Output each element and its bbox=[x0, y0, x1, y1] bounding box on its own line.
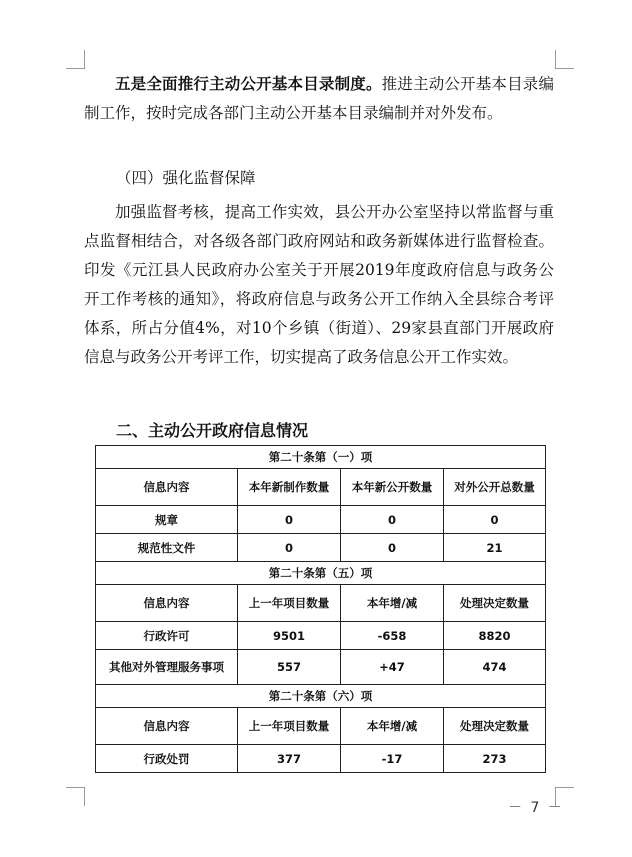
crop-mark-bottom-left bbox=[66, 787, 85, 806]
column-header: 信息内容 bbox=[96, 585, 238, 622]
table-row bbox=[96, 506, 546, 534]
table-cell: 273 bbox=[444, 745, 546, 773]
table-row bbox=[96, 650, 546, 685]
table-cell: 0 bbox=[238, 506, 341, 534]
column-header: 本年新公开数量 bbox=[341, 469, 444, 506]
table-cell: 其他对外管理服务事项 bbox=[96, 650, 238, 685]
table-row bbox=[96, 534, 546, 562]
table-cell: 9501 bbox=[238, 622, 341, 650]
table-row bbox=[96, 622, 546, 650]
table-cell: 377 bbox=[238, 745, 341, 773]
column-header: 本年增/减 bbox=[341, 708, 444, 745]
column-header: 对外公开总数量 bbox=[444, 469, 546, 506]
table-section-title-row bbox=[96, 562, 546, 585]
column-header: 上一年项目数量 bbox=[238, 708, 341, 745]
table-cell: 557 bbox=[238, 650, 341, 685]
table-cell: 0 bbox=[444, 506, 546, 534]
page-number: － 7 － bbox=[508, 800, 564, 816]
column-header: 处理决定数量 bbox=[444, 585, 546, 622]
paragraph-supervision: 加强监督考核，提高工作实效，县公开办公室坚持以常监督与重点监督相结合，对各级各部门政府网站和政务新媒体进行监督检查。印发《元江县人民政府办公室关于开展2019年度政府信息与政务公开工作考核的通知》，将政府信息与政务公开工作纳入全县综合考评体系，所占分值4%，对10个乡镇（街道）、29家县直部门开展政府信息与政务公开考评工作，切实提高了政务信息公开工作实效。 bbox=[84, 203, 554, 366]
table-section-title-row bbox=[96, 446, 546, 469]
table-cell: 21 bbox=[444, 534, 546, 562]
table-cell: 8820 bbox=[444, 622, 546, 650]
table-section-title: 第二十条第（一）项 bbox=[96, 446, 546, 469]
table-header-row bbox=[96, 708, 546, 745]
table-cell: 规章 bbox=[96, 506, 238, 534]
table-row bbox=[96, 745, 546, 773]
table-cell: 行政许可 bbox=[96, 622, 238, 650]
table-cell: -658 bbox=[341, 622, 444, 650]
table-cell: 0 bbox=[341, 534, 444, 562]
table-header-row bbox=[96, 469, 546, 506]
table-header-row bbox=[96, 585, 546, 622]
disclosure-table bbox=[95, 445, 546, 773]
paragraph-directory bbox=[84, 70, 554, 128]
column-header: 本年增/减 bbox=[341, 585, 444, 622]
column-header: 本年新制作数量 bbox=[238, 469, 341, 506]
paragraph-body: 推进主动公开基本目录编制工作，按时完成各部门主动公开基本目录编制并对外发布。 bbox=[84, 75, 554, 122]
column-header: 信息内容 bbox=[96, 708, 238, 745]
table-section-title: 第二十条第（六）项 bbox=[96, 685, 546, 708]
table-cell: 474 bbox=[444, 650, 546, 685]
table-cell: 0 bbox=[238, 534, 341, 562]
paragraph-lead: 五是全面推行主动公开基本目录制度。 bbox=[115, 75, 382, 93]
table-cell: 0 bbox=[341, 506, 444, 534]
sub-heading: （四）强化监督保障 bbox=[116, 169, 256, 187]
column-header: 上一年项目数量 bbox=[238, 585, 341, 622]
table-cell: +47 bbox=[341, 650, 444, 685]
section-heading: 二、主动公开政府信息情况 bbox=[116, 421, 309, 440]
column-header: 信息内容 bbox=[96, 469, 238, 506]
table-cell: -17 bbox=[341, 745, 444, 773]
crop-mark-top-right bbox=[555, 50, 574, 69]
column-header: 处理决定数量 bbox=[444, 708, 546, 745]
table-section-title-row bbox=[96, 685, 546, 708]
table-cell: 规范性文件 bbox=[96, 534, 238, 562]
table-section-title: 第二十条第（五）项 bbox=[96, 562, 546, 585]
table-cell: 行政处罚 bbox=[96, 745, 238, 773]
crop-mark-top-left bbox=[66, 50, 85, 69]
